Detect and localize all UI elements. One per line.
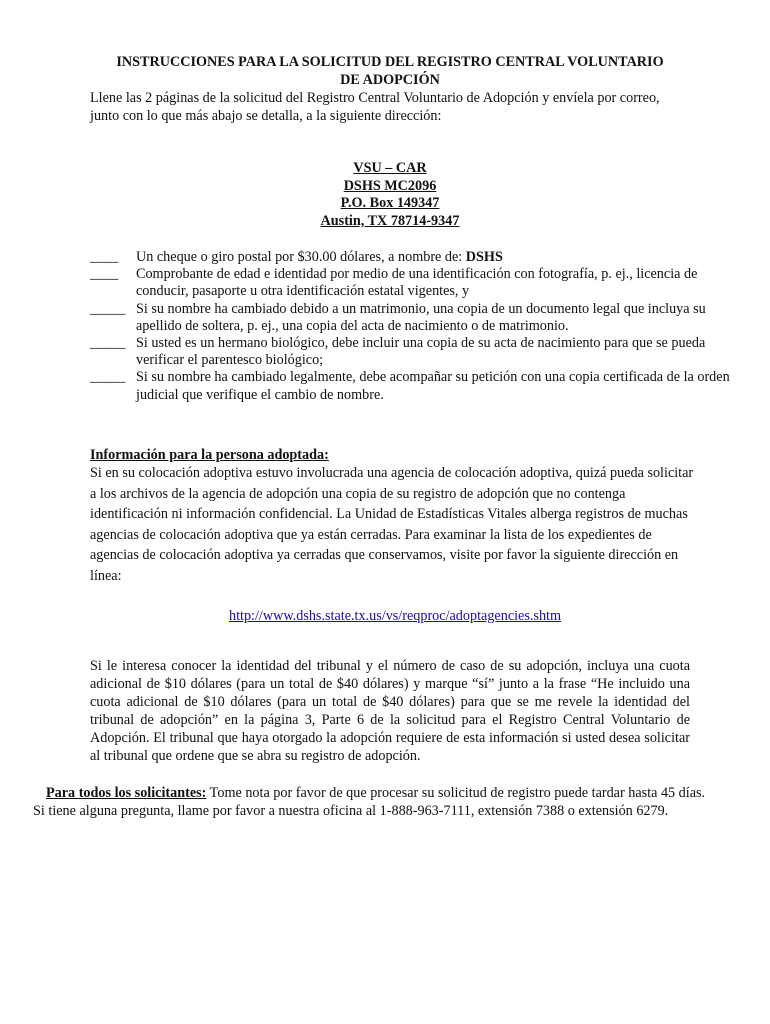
checklist-item (90, 369, 730, 403)
checklist-item-text: Si su nombre ha cambiado debido a un matrimonio, una copia de un documento legal que incluya su apellido de soltera, p. ej., una copia del acta de nacimiento o de matrimonio. (136, 300, 706, 334)
address-line-2: DSHS MC2096 (343, 177, 437, 194)
court-identity-fee-paragraph: Si le interesa conocer la identidad del tribunal y el número de caso de su adopción, incluya una cuota adicional de $10 dólares (para un total de $40 dólares) y marque “sí” junto a la frase “He incluido una cuota adicional de $10 dólares (para un total de $40 dólares) para que se me revele la identidad del tribunal de adopción” en la página 3, Parte 6 de la solicitud para el Registro Central Voluntario de Adopción. El tribunal que haya otorgado la adopción requiere de esta información si usted desea solicitar al tribunal que ordene que se abra su registro de adopción. (90, 658, 690, 764)
checklist-item (90, 266, 730, 300)
address-line-4: Austin, TX 78714-9347 (320, 212, 460, 229)
checklist-item-text: Comprobante de edad e identidad por medio de una identificación con fotografía, p. ej., licencia de conducir, pasaporte u otra identificación estatal vigentes, y (136, 266, 698, 300)
checklist-item (90, 335, 730, 369)
title-line-2: DE ADOPCIÓN (340, 72, 440, 88)
checklist-blank: _____ (90, 369, 126, 386)
checklist-item-text: Si su nombre ha cambiado legalmente, debe acompañar su petición con una copia certificada de la orden judicial que verifique el cambio de nombre. (136, 369, 730, 403)
document-title (90, 53, 690, 89)
checklist-item-text: Un cheque o giro postal por $30.00 dólares, a nombre de: (136, 249, 466, 265)
mailing-address (90, 160, 690, 230)
payee-name: DSHS (465, 249, 503, 265)
adoptee-section-heading: Información para la persona adoptada: (90, 447, 329, 463)
checklist-item (90, 249, 730, 266)
title-line-1: INSTRUCCIONES PARA LA SOLICITUD DEL REGISTRO CENTRAL VOLUNTARIO (116, 54, 664, 70)
adoptee-info-paragraph: Si en su colocación adoptiva estuvo involucrada una agencia de colocación adoptiva, quizá pueda solicitar a los archivos de la agencia de adopción una copia de su registro de adopción que no contenga identificación ni información confidencial. La Unidad de Estadísticas Vitales alberga registros de muchas agencias de colocación adoptiva que ya están cerradas. Para examinar la lista de los expedientes de agencias de colocación adoptiva ya cerradas que conservamos, visite por favor la siguiente dirección en línea: (90, 465, 694, 584)
intro-paragraph: Llene las 2 páginas de la solicitud del Registro Central Voluntario de Adopción y envíela por correo, junto con lo que más abajo se detalla, a la siguiente dirección: (90, 90, 660, 124)
checklist-item (90, 301, 730, 335)
all-applicants-text: Tome nota por favor de que procesar su solicitud de registro puede tardar hasta 45 días. Si tiene alguna pregunta, llame por favor a nuestra oficina al 1-888-963-7111, extensión 7388 o extensión 6279. (33, 785, 706, 819)
checklist-blank: _____ (90, 300, 126, 317)
checklist-blank: _____ (90, 335, 126, 352)
checklist-item-text: Si usted es un hermano biológico, debe incluir una copia de su acta de nacimiento para que se pueda verificar el parentesco biológico; (136, 335, 706, 369)
address-line-1: VSU – CAR (353, 160, 427, 176)
checklist-blank: ____ (90, 266, 119, 283)
all-applicants-label: Para todos los solicitantes: (46, 785, 207, 801)
requirements-checklist (90, 249, 730, 404)
closed-agencies-link[interactable]: http://www.dshs.state.tx.us/vs/reqproc/adoptagencies.shtm (228, 608, 562, 624)
address-line-3: P.O. Box 149347 (340, 195, 440, 212)
checklist-blank: ____ (90, 249, 119, 265)
all-applicants-note (33, 784, 713, 820)
